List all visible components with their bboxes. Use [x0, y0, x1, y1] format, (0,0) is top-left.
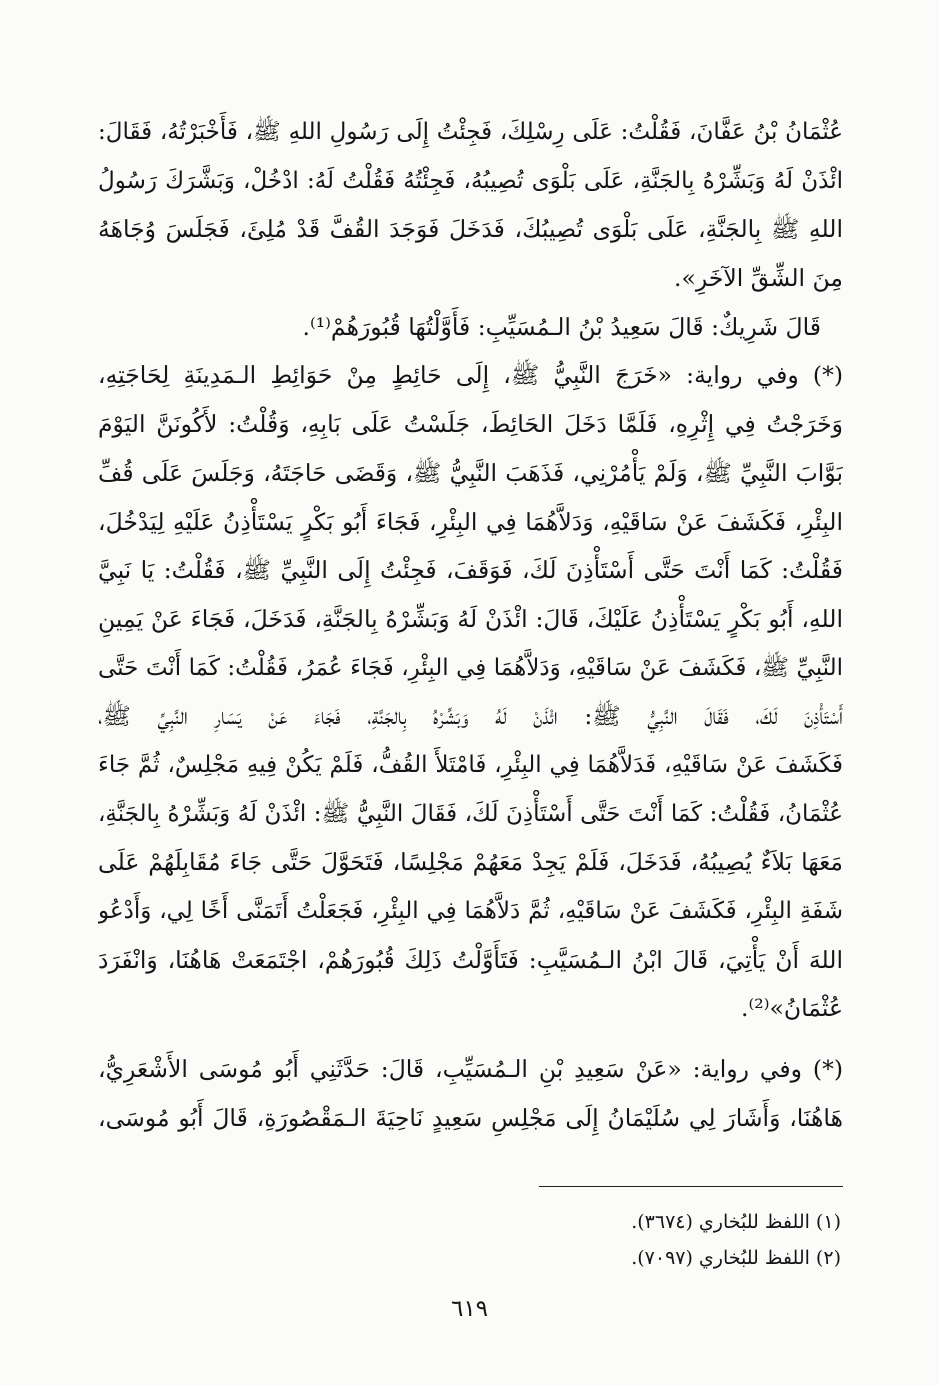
text-line: عُثْمَانُ، فَقُلْتُ: كَمَا أَنْتَ حَتَّى أَسْتَأْذِنَ لَكَ، فَقَالَ النَّبِيُّ ﷺ: ائْذَنْ لَهُ وَبَشِّرْهُ بِالجَنَّةِ، [98, 800, 843, 827]
text-line: ائْذَنْ لَهُ وَبَشِّرْهُ بِالجَنَّةِ، عَلَى بَلْوَى تُصِيبُهُ، فَجِئْتُهُ فَقُلْتُ لَهُ: ادْخُلْ، وَبَشَّرَكَ رَسُولُ [98, 167, 843, 194]
text-line: عُثْمَانُ»⁽²⁾. [741, 994, 843, 1023]
footnote: (٢) اللفظ للبُخاري (٧٠٩٧). [631, 1247, 841, 1269]
text-line: هَاهُنَا، وَأَشَارَ لِي سُلَيْمَانُ إِلَى مَجْلِسِ سَعِيدٍ نَاحِيَةَ الـمَقْصُورَةِ، قَالَ أَبُو مُوسَى، [98, 1103, 843, 1132]
text-line: (*) وفي رواية: «عَنْ سَعِيدِ بْنِ الـمُسَيِّبِ، قَالَ: حَدَّثَنِي أَبُو مُوسَى الأَشْعَرِيُّ، [98, 1055, 843, 1084]
footnote-divider [539, 1186, 843, 1187]
footnotes [98, 1204, 841, 1276]
text-line: عُثْمَانُ بْنُ عَفَّانَ، فَقُلْتُ: عَلَى رِسْلِكَ، فَجِئْتُ إِلَى رَسُولِ اللهِ ﷺ، فَأَخْبَرْتُهُ، فَقَالَ: [98, 119, 843, 145]
text-line: النَّبِيِّ ﷺ، فَكَشَفَ عَنْ سَاقَيْهِ، وَدَلاَّهُمَا فِي البِئْرِ، فَجَاءَ عُمَرُ، فَقُلْتُ: كَمَا أَنْتَ حَتَّى [98, 654, 843, 681]
main-text [98, 108, 843, 1142]
footnote: (١) اللفظ للبُخاري (٣٦٧٤). [631, 1211, 841, 1233]
text-line: فَكَشَفَ عَنْ سَاقَيْهِ، فَدَلاَّهُمَا فِي البِئْرِ، فَامْتَلأَ القُفُّ، فَلَمْ يَكُنْ فِيهِ مَجْلِسٌ، ثُمَّ جَاءَ [98, 751, 843, 778]
text-line: البِئْرِ، فَكَشَفَ عَنْ سَاقَيْهِ، وَدَلاَّهُمَا فِي البِئْرِ، فَجَاءَ أَبُو بَكْرٍ يَسْتَأْذِنُ عَلَيْهِ لِيَدْخُلَ، [98, 507, 843, 536]
text-line: شَفَةِ البِئْرِ، فَكَشَفَ عَنْ سَاقَيْهِ، ثُمَّ دَلاَّهُمَا فِي البِئْرِ، فَجَعَلْتُ أَتَمَنَّى أَخًا لِي، وَأَدْعُو [98, 898, 843, 924]
text-line: (*) وفي رواية: «خَرَجَ النَّبِيُّ ﷺ، إِلَى حَائِطٍ مِنْ حَوَائِطِ الـمَدِينَةِ لِحَاجَتِهِ، [98, 361, 843, 390]
text-line: فَقُلْتُ: كَمَا أَنْتَ حَتَّى أَسْتَأْذِنَ لَكَ، فَوَقَفَ، فَجِئْتُ إِلَى النَّبِيِّ ﷺ، فَقُلْتُ: يَا نَبِيَّ [98, 556, 843, 585]
text-line: مَعَهَا بَلاَءٌ يُصِيبُهُ، فَدَخَلَ، فَلَمْ يَجِدْ مَعَهُمْ مَجْلِسًا، فَتَحَوَّلَ حَتَّى جَاءَ مُقَابِلَهُمْ عَلَى [98, 848, 843, 877]
text-line: اللهَ أَنْ يَأْتِيَ، قَالَ ابْنُ الـمُسَيَّبِ: فَتَأَوَّلْتُ ذَلِكَ قُبُورَهُمْ، اجْتَمَعَتْ هَاهُنَا، وَانْفَرَدَ [98, 945, 843, 974]
text-line: مِنَ الشِّقِّ الآخَرِ». [674, 264, 843, 293]
text-line: قَالَ شَرِيكٌ: قَالَ سَعِيدُ بْنُ الـمُسَيِّبِ: فَأَوَّلْتُهَا قُبُورَهُمْ⁽¹⁾. [302, 312, 821, 341]
text-line: بَوَّابَ النَّبِيِّ ﷺ، وَلَمْ يَأْمُرْنِي، فَذَهَبَ النَّبِيُّ ﷺ، وَقَضَى حَاجَتَهُ، وَجَلَسَ عَلَى قُفِّ [98, 458, 843, 487]
text-line: أَسْتَأْذِنَ لَكَ، فَقَالَ النَّبِيُّ ﷺ: ائْذَنْ لَهُ وَبَشِّرْهُ بِالجَنَّةِ، فَجَاءَ عَنْ يَسَارِ النَّبِيِّ ﷺ، [98, 702, 843, 731]
text-line: اللهِ، أَبُو بَكْرٍ يَسْتَأْذِنُ عَلَيْكَ، قَالَ: ائْذَنْ لَهُ وَبَشِّرْهُ بِالجَنَّةِ، فَدَخَلَ، فَجَاءَ عَنْ يَمِينِ [98, 604, 843, 633]
text-line: اللهِ ﷺ بِالجَنَّةِ، عَلَى بَلْوَى تُصِيبُكَ، فَدَخَلَ فَوَجَدَ القُفَّ قَدْ مُلِئَ، فَجَلَسَ وُجَاهَهُ [98, 215, 843, 244]
text-line: وَخَرَجْتُ فِي إِثْرِهِ، فَلَمَّا دَخَلَ الحَائِطَ، جَلَسْتُ عَلَى بَابِهِ، وَقُلْتُ: لأَكُونَنَّ اليَوْمَ [98, 410, 843, 439]
page-number: ٦١٩ [450, 1296, 489, 1322]
